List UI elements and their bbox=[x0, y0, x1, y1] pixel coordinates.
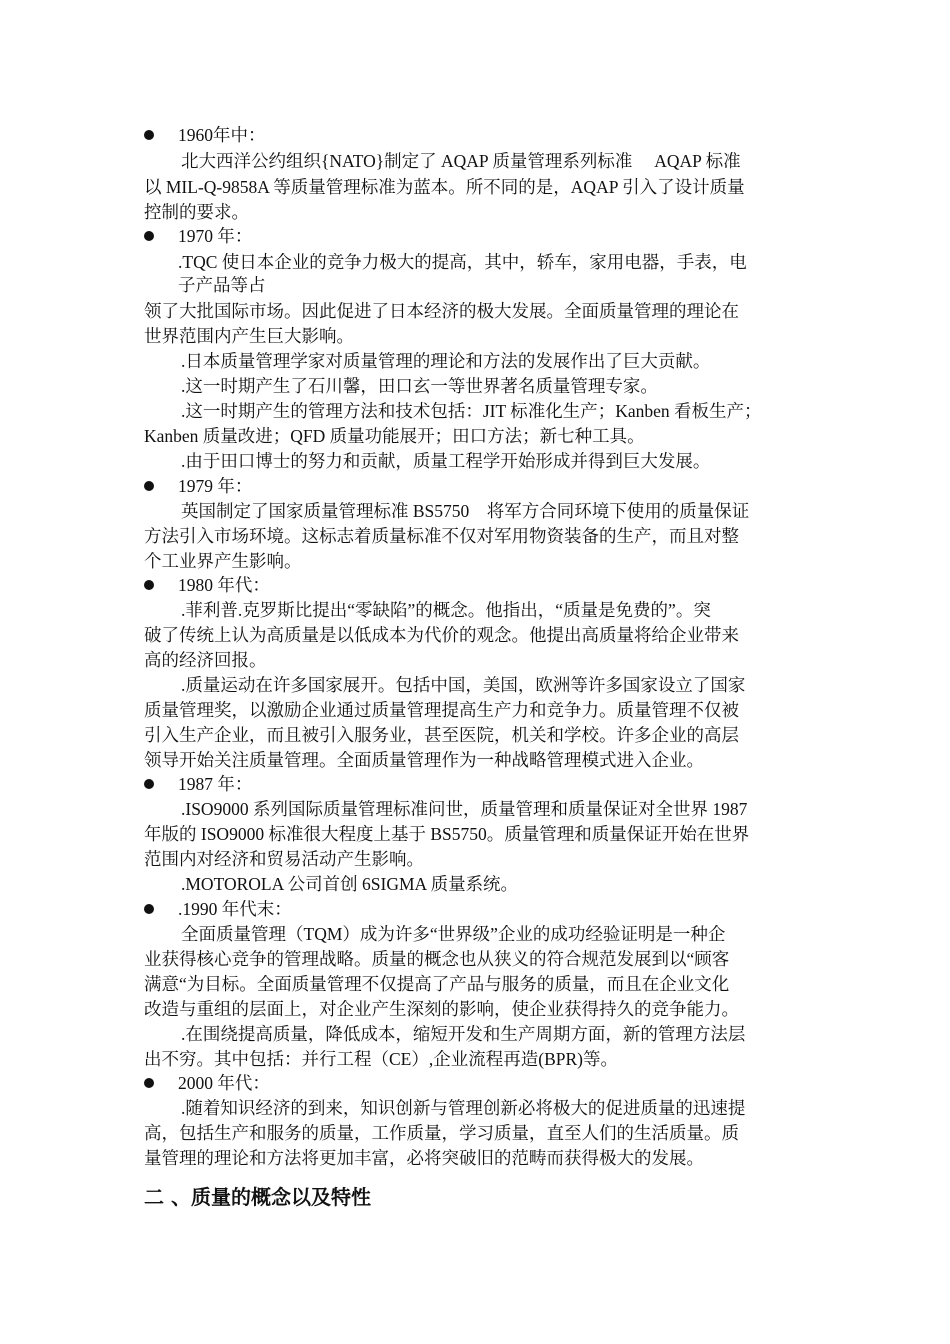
paragraph-line: .MOTOROLA 公司首创 6SIGMA 质量系统。 bbox=[181, 874, 519, 894]
section-heading-1979: 1979 年： bbox=[178, 476, 253, 496]
paragraph-line: 引入生产企业，而且被引入服务业，甚至医院，机关和学校。许多企业的高层 bbox=[144, 725, 739, 745]
paragraph-line: 出不穷。其中包括：并行工程（CE）,企业流程再造(BPR)等。 bbox=[144, 1049, 618, 1069]
paragraph-line: 满意“为目标。全面质量管理不仅提高了产品与服务的质量，而且在企业文化 bbox=[144, 974, 730, 994]
paragraph-line: 范围内对经济和贸易活动产生影响。 bbox=[144, 849, 424, 869]
section-heading-1990: .1990 年代末： bbox=[178, 899, 292, 919]
section-heading-2000: 2000 年代： bbox=[178, 1073, 270, 1093]
paragraph-line: .在围绕提高质量，降低成本，缩短开发和生产周期方面，新的管理方法层 bbox=[181, 1024, 746, 1044]
paragraph-line: 北大西洋公约组织{NATO}制定了 AQAP 质量管理系列标准 AQAP 标准 bbox=[181, 151, 741, 171]
paragraph-line: .由于田口博士的努力和贡献，质量工程学开始形成并得到巨大发展。 bbox=[181, 451, 711, 471]
paragraph-line: 以 MIL-Q-9858A 等质量管理标准为蓝本。所不同的是，AQAP 引入了设计质量 bbox=[144, 177, 745, 197]
paragraph-line: 破了传统上认为高质量是以低成本为代价的观念。他提出高质量将给企业带来 bbox=[144, 625, 739, 645]
section-heading-1987: 1987 年： bbox=[178, 774, 253, 794]
paragraph-line: 子产品等占 bbox=[178, 275, 266, 295]
bullet-icon bbox=[144, 481, 154, 491]
paragraph-line: .这一时期产生的管理方法和技术包括：JIT 标准化生产；Kanben 看板生产； bbox=[181, 401, 762, 421]
bullet-icon bbox=[144, 904, 154, 914]
bullet-icon bbox=[144, 580, 154, 590]
paragraph-line: Kanben 质量改进；QFD 质量功能展开；田口方法；新七种工具。 bbox=[144, 426, 645, 446]
bullet-icon bbox=[144, 231, 154, 241]
paragraph-line: 业获得核心竞争的管理战略。质量的概念也从狭义的符合规范发展到以“顾客 bbox=[144, 949, 730, 969]
paragraph-line: 全面质量管理（TQM）成为许多“世界级”企业的成功经验证明是一种企 bbox=[181, 924, 726, 944]
paragraph-line: 改造与重组的层面上，对企业产生深刻的影响，使企业获得持久的竞争能力。 bbox=[144, 999, 739, 1019]
paragraph-line: 英国制定了国家质量管理标准 BS5750 将军方合同环境下使用的质量保证 bbox=[181, 501, 750, 521]
paragraph-line: 世界范围内产生巨大影响。 bbox=[144, 326, 354, 346]
bullet-icon bbox=[144, 779, 154, 789]
section-heading-1980: 1980 年代： bbox=[178, 575, 270, 595]
paragraph-line: .这一时期产生了石川馨，田口玄一等世界著名质量管理专家。 bbox=[181, 376, 658, 396]
section-title: 二 、质量的概念以及特性 bbox=[144, 1185, 371, 1209]
paragraph-line: .随着知识经济的到来，知识创新与管理创新必将极大的促进质量的迅速提 bbox=[181, 1098, 746, 1118]
paragraph-line: 高的经济回报。 bbox=[144, 650, 267, 670]
paragraph-line: 控制的要求。 bbox=[144, 202, 249, 222]
paragraph-line: 量管理的理论和方法将更加丰富，必将突破旧的范畴而获得极大的发展。 bbox=[144, 1148, 704, 1168]
paragraph-line: .TQC 使日本企业的竞争力极大的提高，其中，轿车，家用电器，手表，电 bbox=[178, 252, 747, 272]
paragraph-line: 领了大批国际市场。因此促进了日本经济的极大发展。全面质量管理的理论在 bbox=[144, 301, 739, 321]
paragraph-line: 年版的 ISO9000 标准很大程度上基于 BS5750。质量管理和质量保证开始在世界 bbox=[144, 824, 750, 844]
bullet-icon bbox=[144, 130, 154, 140]
paragraph-line: 方法引入市场环境。这标志着质量标准不仅对军用物资装备的生产，而且对整 bbox=[144, 526, 739, 546]
paragraph-line: 高，包括生产和服务的质量，工作质量，学习质量，直至人们的生活质量。质 bbox=[144, 1123, 739, 1143]
bullet-icon bbox=[144, 1078, 154, 1088]
paragraph-line: .菲利普.克罗斯比提出“零缺陷”的概念。他指出，“质量是免费的”。突 bbox=[181, 600, 711, 620]
paragraph-line: 个工业界产生影响。 bbox=[144, 551, 302, 571]
paragraph-line: 领导开始关注质量管理。全面质量管理作为一种战略管理模式进入企业。 bbox=[144, 750, 704, 770]
section-heading-1970: 1970 年： bbox=[178, 226, 253, 246]
paragraph-line: .ISO9000 系列国际质量管理标准问世，质量管理和质量保证对全世界 1987 bbox=[181, 799, 748, 819]
paragraph-line: .日本质量管理学家对质量管理的理论和方法的发展作出了巨大贡献。 bbox=[181, 351, 711, 371]
section-heading-1960: 1960年中： bbox=[178, 125, 266, 145]
paragraph-line: .质量运动在许多国家展开。包括中国，美国，欧洲等许多国家设立了国家 bbox=[181, 675, 746, 695]
paragraph-line: 质量管理奖，以激励企业通过质量管理提高生产力和竞争力。质量管理不仅被 bbox=[144, 700, 739, 720]
